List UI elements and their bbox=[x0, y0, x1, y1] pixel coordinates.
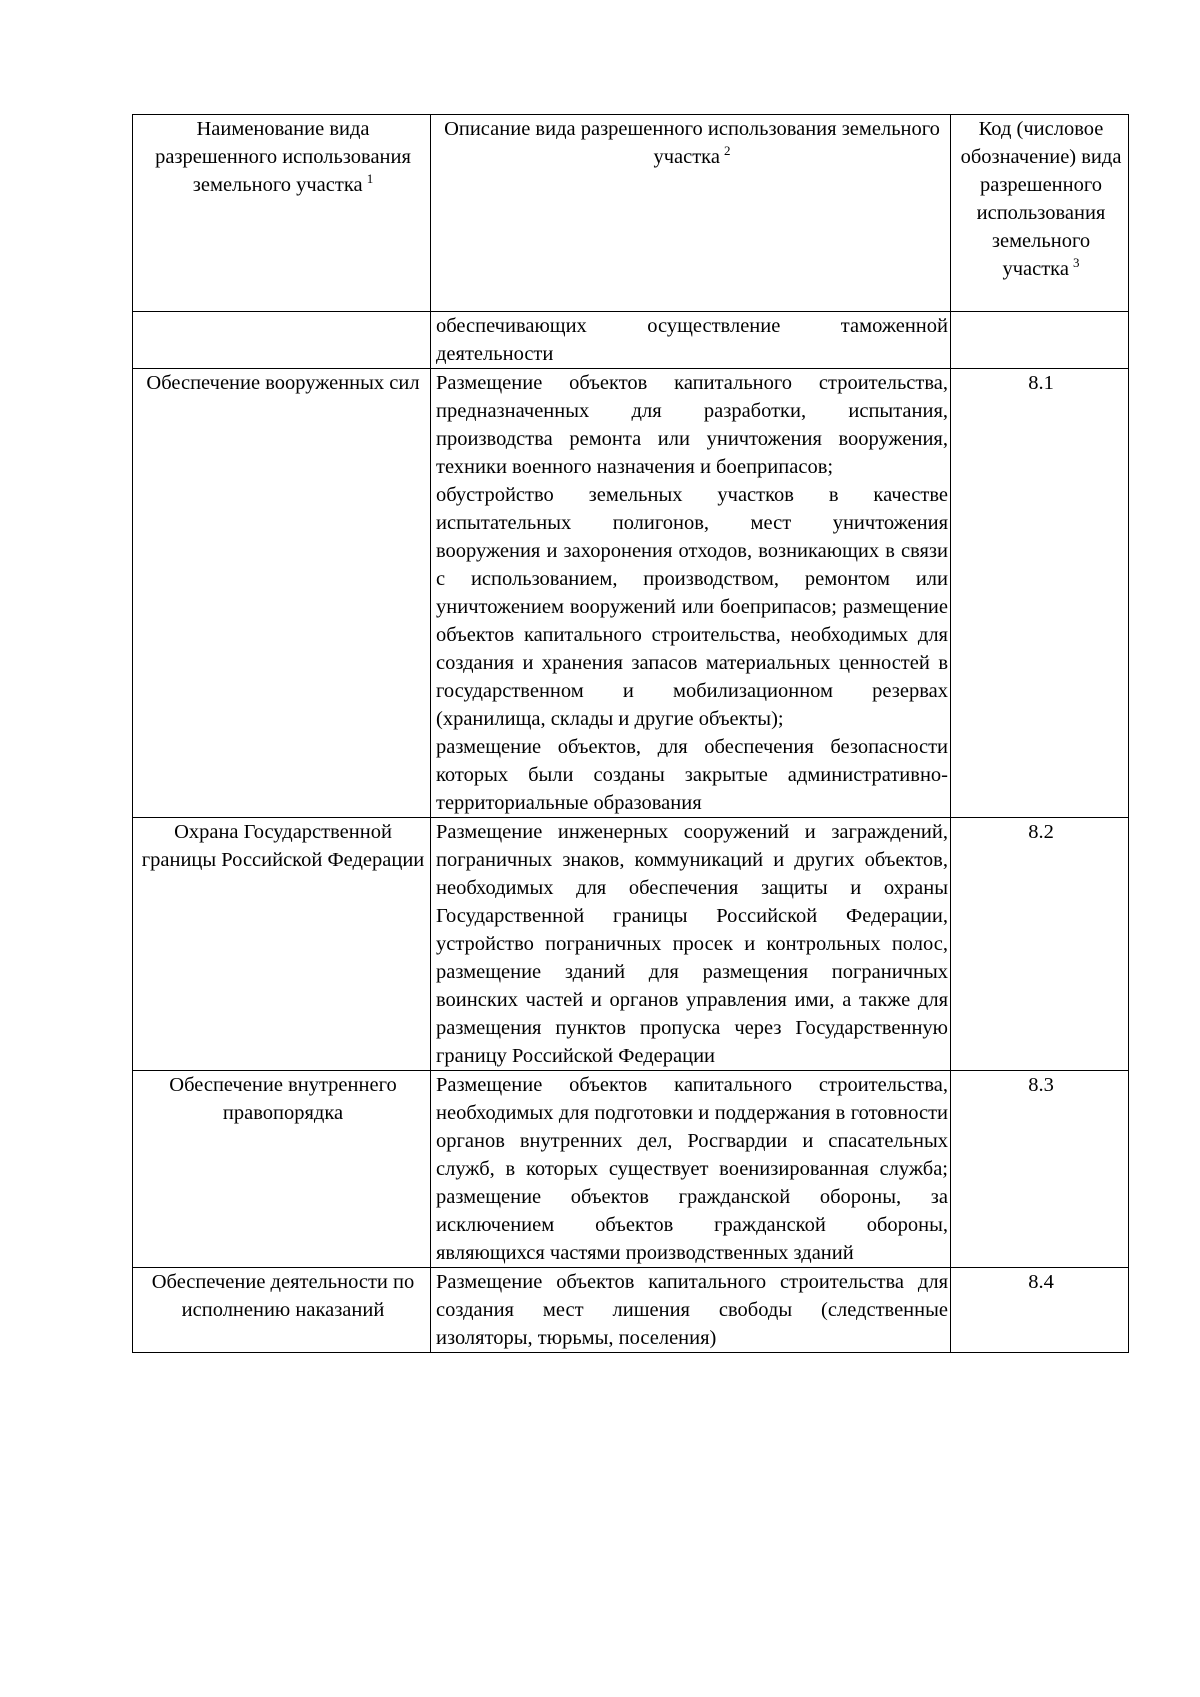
use-type-code: 8.1 bbox=[951, 369, 1129, 818]
table-body bbox=[133, 312, 1129, 1353]
use-type-description bbox=[431, 369, 951, 818]
table-row bbox=[133, 1268, 1129, 1353]
header-description: Описание вида разрешенного использования земельного участка $^2$ bbox=[431, 115, 951, 312]
table-header-row bbox=[133, 115, 1129, 312]
table-row bbox=[133, 818, 1129, 1071]
description-paragraph: обеспечивающих осуществление таможенной деятельности bbox=[436, 315, 948, 365]
footnote-marker: 1 bbox=[366, 171, 374, 187]
use-type-code: 8.4 bbox=[951, 1268, 1129, 1353]
table-row bbox=[133, 369, 1129, 818]
use-type-code bbox=[951, 312, 1129, 369]
use-type-name bbox=[133, 312, 431, 369]
use-type-description bbox=[431, 1268, 951, 1353]
footnote-marker: 3 bbox=[1073, 255, 1080, 271]
use-type-description bbox=[431, 818, 951, 1071]
description-paragraph: Размещение объектов капитального строительства, необходимых для подготовки и поддержания в готовности органов внутренних дел, Росгвардии и спасательных служб, в которых существует военизированная служба; размещение объектов гражданской обороны, за исключением объектов гражданской обороны, являющихся частями производственных зданий bbox=[436, 1074, 948, 1264]
footnote-marker: 2 bbox=[724, 143, 731, 159]
description-paragraph: размещение объектов, для обеспечения безопасности которых были созданы закрытые административно-территориальные образования bbox=[436, 736, 948, 814]
use-type-name: Обеспечение вооруженных сил bbox=[133, 369, 431, 818]
description-paragraph: Размещение объектов капитального строительства, предназначенных для разработки, испытания, производства ремонта или уничтожения вооружения, техники военного назначения и боеприпасов; bbox=[436, 372, 948, 478]
use-type-name: Обеспечение внутреннего правопорядка bbox=[133, 1071, 431, 1268]
use-type-code: 8.2 bbox=[951, 818, 1129, 1071]
use-type-name: Охрана Государственной границы Российской Федерации bbox=[133, 818, 431, 1071]
table-row bbox=[133, 312, 1129, 369]
use-type-description bbox=[431, 312, 951, 369]
header-code: Код (числовое обозначение) вида разрешенного использования земельного участка $^3$ bbox=[951, 115, 1129, 312]
description-paragraph: Размещение инженерных сооружений и заграждений, пограничных знаков, коммуникаций и других объектов, необходимых для обеспечения защиты и охраны Государственной границы Российской Федерации, устройство пограничных просек и контрольных полос, размещение зданий для размещения пограничных воинских частей и органов управления ими, а также для размещения пунктов пропуска через Государственную границу Российской Федерации bbox=[436, 821, 948, 1067]
description-paragraph: Размещение объектов капитального строительства для создания мест лишения свободы (следственные изоляторы, тюрьмы, поселения) bbox=[436, 1271, 948, 1349]
use-type-code: 8.3 bbox=[951, 1071, 1129, 1268]
description-paragraph: обустройство земельных участков в качестве испытательных полигонов, мест уничтожения вооружения и захоронения отходов, возникающих в связи с использованием, производством, ремонтом или уничтожением вооружений или боеприпасов; размещение объектов капитального строительства, необходимых для создания и хранения запасов материальных ценностей в государственном и мобилизационном резервах (хранилища, склады и другие объекты); bbox=[436, 484, 948, 730]
use-type-description bbox=[431, 1071, 951, 1268]
table-row bbox=[133, 1071, 1129, 1268]
use-type-name: Обеспечение деятельности по исполнению наказаний bbox=[133, 1268, 431, 1353]
header-name: Наименование вида разрешенного использования земельного участка $^1$ bbox=[133, 115, 431, 312]
land-use-table bbox=[132, 114, 1129, 1353]
